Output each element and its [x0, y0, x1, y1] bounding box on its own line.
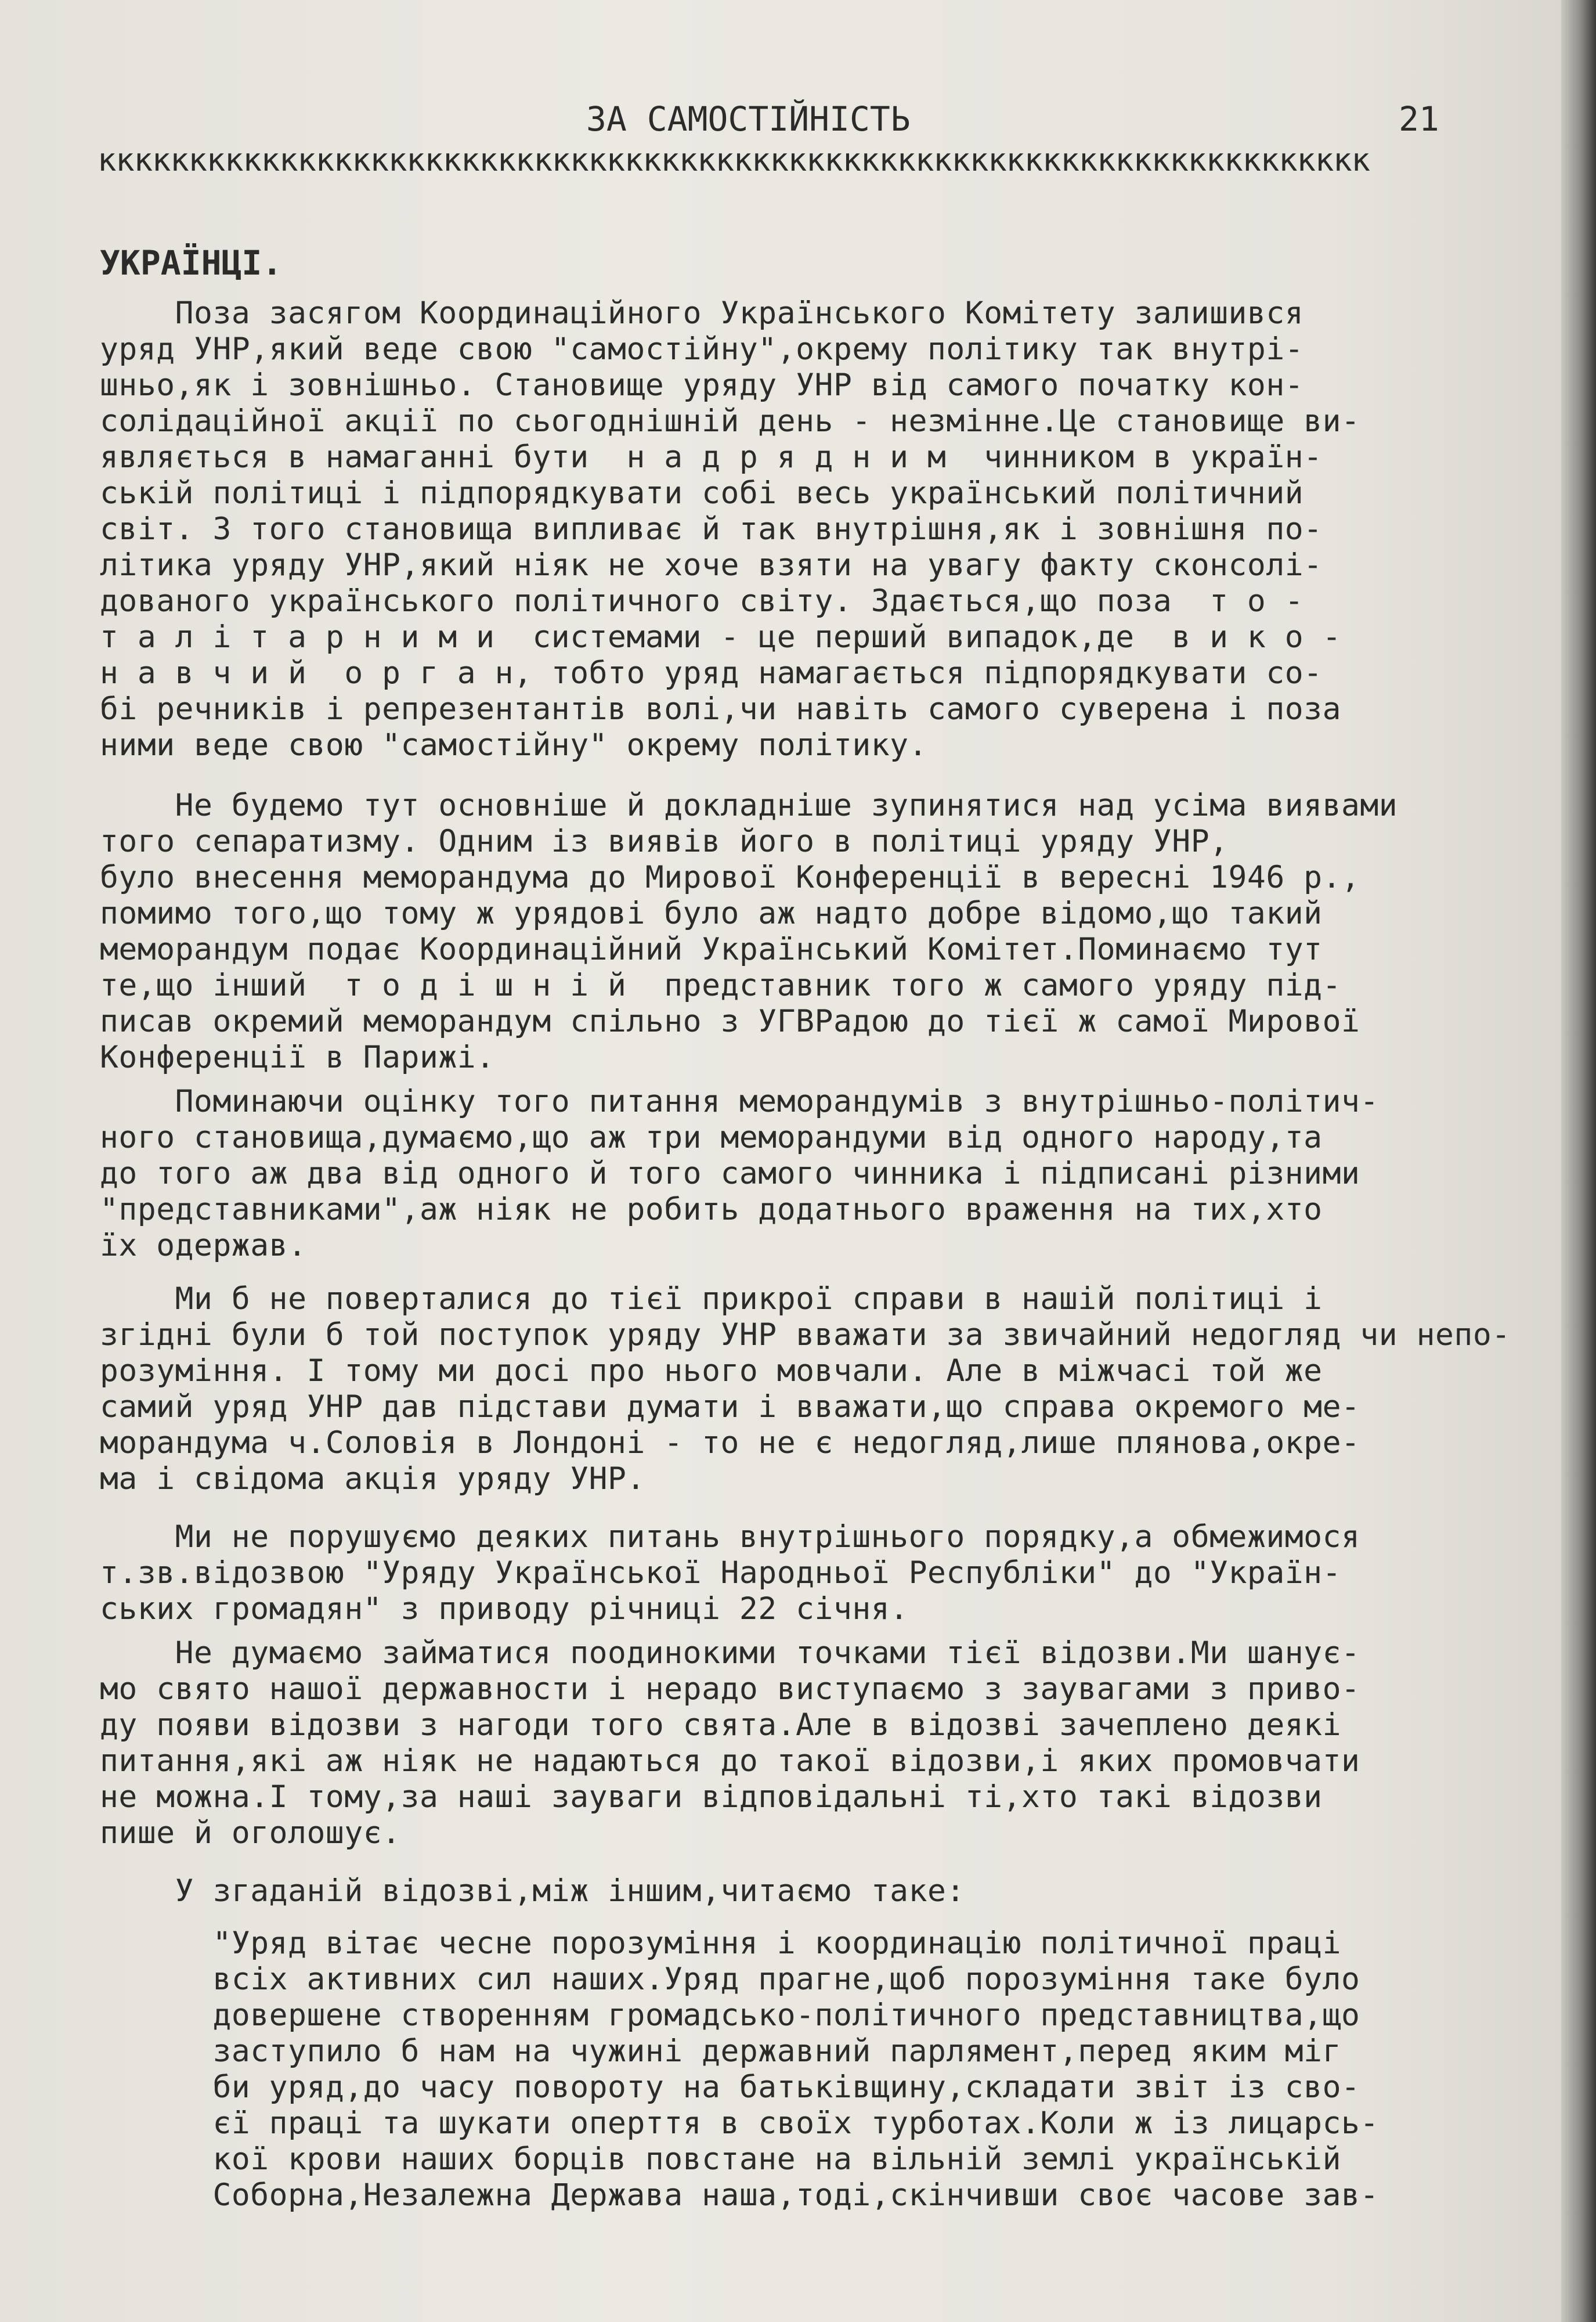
text-line: до того аж два від одного й того самого чинника і підписані різними [100, 1156, 1360, 1191]
text-line: єї праці та шукати оперття в своїх турботах.Коли ж із лицарсь- [100, 2105, 1379, 2141]
text-line: світ. З того становища випливає й так внутрішня,як і зовнішня по- [100, 511, 1323, 547]
text-line: Не думаємо займатися поодинокими точками тієї відозви.Ми шанує- [100, 1635, 1360, 1671]
text-line: би уряд,до часу повороту на батьківщину,складати звіт із сво- [100, 2069, 1360, 2105]
text-line: ду появи відозви з нагоди того свята.Але в відозві зачеплено деякі [100, 1707, 1341, 1743]
text-line: Поза засягом Координаційного Українського Комітету залишився [100, 295, 1304, 331]
running-header-title: ЗА САМОСТІЙНІСТЬ [586, 99, 911, 139]
text-line: питання,які аж ніяк не надаються до такої відозви,і яких промовчати [100, 1743, 1360, 1779]
text-line: те,що інший т о д і ш н і й представник того ж самого уряду під- [100, 968, 1341, 1003]
text-line: помимо того,що тому ж урядові було аж надто добре відомо,що такий [100, 896, 1323, 931]
text-line: "представниками",аж ніяк не робить додатнього враження на тих,хто [100, 1192, 1323, 1227]
text-line: Конференції в Парижі. [100, 1040, 495, 1075]
text-line: того сепаратизму. Одним із виявів його в політиці уряду УНР, [100, 824, 1229, 859]
text-line: являється в намаганні бути н а д р я д н и м чинником в україн- [100, 439, 1323, 475]
text-line: У згаданій відозві,між іншим,читаємо таке: [100, 1873, 965, 1909]
text-line: кої крови наших борців повстане на вільній землі українській [100, 2141, 1341, 2177]
text-line: було внесення меморандума до Мирової Конференції в вересні 1946 р., [100, 860, 1360, 895]
text-line: т.зв.відозвою "Уряду Української Народньої Республіки" до "Україн- [100, 1555, 1341, 1591]
text-line: шньо,як і зовнішньо. Становище уряду УНР від самого початку кон- [100, 367, 1304, 403]
text-line: Не будемо тут основніше й докладніше зупинятися над усіма виявами [100, 788, 1398, 823]
text-line: розуміння. І тому ми досі про нього мовчали. Але в міжчасі той же [100, 1353, 1323, 1389]
text-line: мо свято нашої державности і нерадо виступаємо з заувагами з приво- [100, 1671, 1360, 1707]
text-line: ма і свідома акція уряду УНР. [100, 1461, 645, 1497]
text-line: ських громадян" з приводу річниці 22 січня. [100, 1591, 909, 1627]
text-line: довершене створенням громадсько-політичного представництва,що [100, 1998, 1360, 2033]
text-line: Поминаючи оцінку того питання меморандумів з внутрішньо-політич- [100, 1084, 1379, 1119]
text-line: літика уряду УНР,який ніяк не хоче взяти на увагу факту сконсолі- [100, 547, 1323, 583]
page-edge-shadow [1561, 0, 1596, 2322]
text-line: писав окремий меморандум спільно з УГВРадою до тієї ж самої Мирової [100, 1004, 1360, 1039]
text-line: морандума ч.Соловія в Лондоні - то не є недогляд,лише плянова,окре- [100, 1425, 1360, 1461]
text-line: уряд УНР,який веде свою "самостійну",окрему політику так внутрі- [100, 331, 1304, 367]
text-line: ними веде свою "самостійну" окрему політику. [100, 727, 927, 763]
text-line: згідні були б той поступок уряду УНР вважати за звичайний недогляд чи непо- [100, 1317, 1511, 1353]
text-line: їх одержав. [100, 1228, 307, 1263]
text-line: "Уряд вітає чесне порозуміння і координацію політичної праці [100, 1926, 1341, 1961]
text-line: ській політиці і підпорядкувати собі весь український політичний [100, 475, 1304, 511]
text-line: меморандум подає Координаційний Український Комітет.Поминаємо тут [100, 932, 1323, 967]
text-line: солідаційної акції по сьогоднішній день - незмінне.Це становище ви- [100, 403, 1360, 439]
text-line: не можна.І тому,за наші зауваги відповідальні ті,хто такі відозви [100, 1779, 1323, 1815]
text-line: бі речників і репрезентантів волі,чи навіть самого суверена і поза [100, 691, 1341, 727]
text-line: т а л і т а р н и м и системами - це перший випадок,де в и к о - [100, 619, 1341, 655]
page-number: 21 [1399, 99, 1439, 139]
text-line: Ми б не поверталися до тієї прикрої справи в нашій політиці і [100, 1281, 1323, 1317]
text-line: ного становища,думаємо,що аж три меморандуми від одного народу,та [100, 1120, 1323, 1155]
text-line: Соборна,Незалежна Держава наша,тоді,скінчивши своє часове зав- [100, 2177, 1379, 2213]
text-line: заступило б нам на чужині державний парлямент,перед яким міг [100, 2033, 1341, 2069]
text-line: н а в ч и й о р г а н, тобто уряд намагається підпорядкувати со- [100, 655, 1323, 691]
text-line: Ми не порушуємо деяких питань внутрішнього порядку,а обмежимося [100, 1519, 1360, 1555]
text-line: пише й оголошує. [100, 1815, 401, 1851]
header-rule-divider: кккккккккккккккккккккккккккккккккккккккккккккккккккккккккккккккккккккк [98, 143, 1370, 178]
section-heading: УКРАЇНЦІ. [100, 243, 283, 283]
text-line: всіх активних сил наших.Уряд прагне,щоб порозуміння таке було [100, 1962, 1360, 1997]
text-line: самий уряд УНР дав підстави думати і вважати,що справа окремого ме- [100, 1389, 1360, 1425]
text-line: дованого українського політичного світу. Здається,що поза т о - [100, 583, 1304, 619]
